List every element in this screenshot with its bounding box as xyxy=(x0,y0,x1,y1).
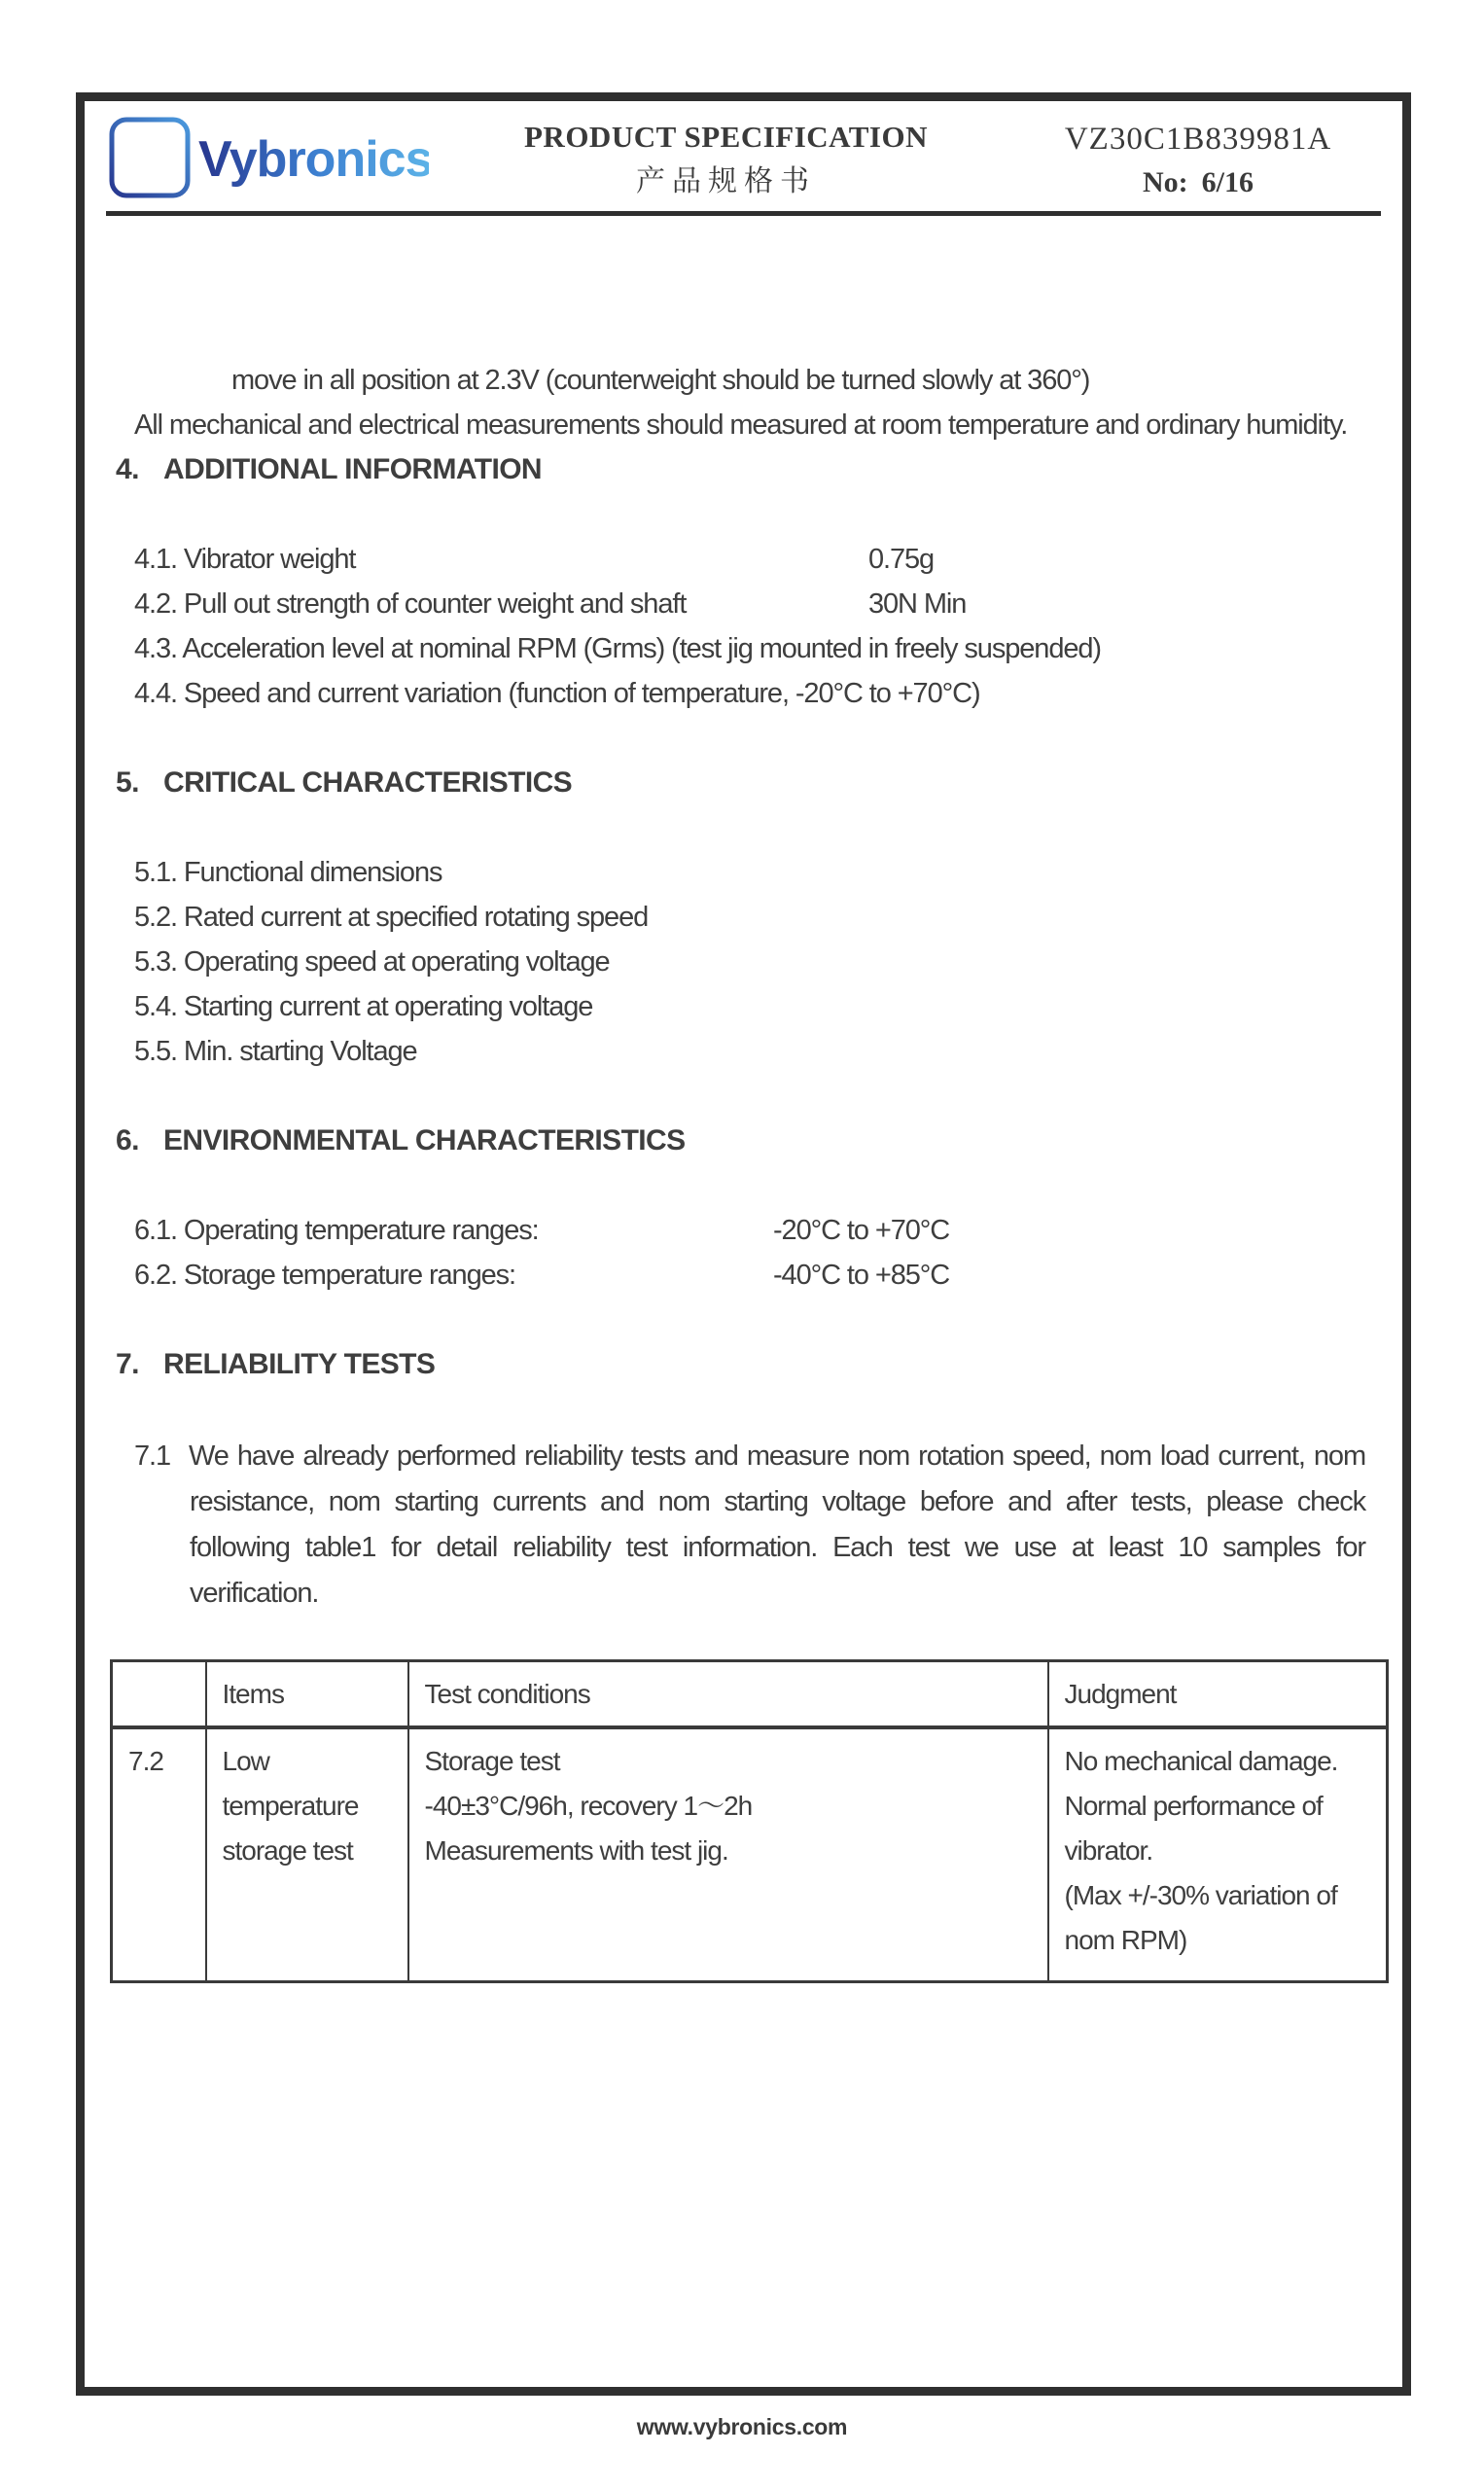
spec-item-label: 6.2. Storage temperature ranges: xyxy=(134,1260,515,1291)
document-title-block xyxy=(448,114,1004,205)
document-page xyxy=(76,92,1411,2396)
spec-item xyxy=(134,940,1365,984)
judgment-line: (Max +/-30% variation of nom RPM) xyxy=(1064,1879,1337,1955)
header-cell-judgment: Judgment xyxy=(1048,1661,1388,1727)
spec-item xyxy=(134,895,1365,940)
vybronics-logo-graphic xyxy=(108,116,429,199)
header-cell-items: Items xyxy=(206,1661,408,1727)
judgment-line: No mechanical damage. xyxy=(1064,1745,1338,1776)
row-judgment-cell xyxy=(1048,1727,1388,1982)
spec-item xyxy=(134,1208,1365,1253)
judgment-line: Normal performance of vibrator. xyxy=(1064,1790,1323,1866)
spec-item-label: 4.3. Acceleration level at nominal RPM (Grms) (test jig mounted in freely suspended) xyxy=(134,633,1101,664)
header-cell-blank xyxy=(112,1661,206,1727)
spec-item-label: 5.5. Min. starting Voltage xyxy=(134,1036,417,1067)
section-4-heading xyxy=(116,447,1365,492)
section-7-heading xyxy=(116,1342,1365,1387)
spec-item xyxy=(134,671,1365,716)
spec-item xyxy=(134,626,1365,671)
spec-item xyxy=(134,1029,1365,1074)
section-4-number: 4. xyxy=(116,453,139,485)
intro-line-2: All mechanical and electrical measurements should measured at room temperature and ordinary humidity. xyxy=(134,409,1348,441)
condition-line: Measurements with test jig. xyxy=(424,1834,728,1866)
document-code: VZ30C1B839981A xyxy=(1064,122,1332,157)
reliability-test-table xyxy=(110,1659,1389,1983)
section-4-title: ADDITIONAL INFORMATION xyxy=(163,453,542,485)
spec-item xyxy=(134,582,1365,626)
page-header xyxy=(85,101,1402,211)
section-5-items xyxy=(134,850,1365,1074)
header-cell-test-conditions: Test conditions xyxy=(408,1661,1048,1727)
spec-item-label: 5.2. Rated current at specified rotating speed xyxy=(134,902,649,933)
title-chinese: 产品规格书 xyxy=(636,165,816,197)
spec-item-label: 4.1. Vibrator weight xyxy=(134,544,356,575)
section-6-heading xyxy=(116,1119,1365,1163)
vybronics-logo xyxy=(108,114,448,204)
spec-item-label: 4.4. Speed and current variation (function of temperature, -20°C to +70°C) xyxy=(134,678,980,709)
page-content xyxy=(85,358,1402,1983)
page-number-value: 6/16 xyxy=(1201,166,1254,198)
clause-text: We have already performed reliability tests and measure nom rotation speed, nom load current, nom resistance, nom starting currents and nom starting voltage before and after tests, please check following table1 for detail reliability test information. Each test we use at least 10 samples for verification. xyxy=(189,1441,1365,1609)
section-5-number: 5. xyxy=(116,766,139,799)
page-footer xyxy=(0,2414,1484,2440)
website-url: www.vybronics.com xyxy=(636,2414,848,2439)
page-number xyxy=(1004,160,1393,205)
page-number-label: No: xyxy=(1143,166,1188,198)
intro-line-1: move in all position at 2.3V (counterweight should be turned slowly at 360°) xyxy=(231,365,1090,396)
logo-wordmark: Vybronics xyxy=(198,131,429,188)
table-row xyxy=(112,1727,1388,1982)
spec-item-label: 6.1. Operating temperature ranges: xyxy=(134,1215,539,1246)
section-5-heading xyxy=(116,761,1365,805)
title-english: PRODUCT SPECIFICATION xyxy=(524,120,928,154)
section-7-number: 7. xyxy=(116,1348,139,1380)
spec-item-value: -20°C to +70°C xyxy=(773,1215,950,1246)
spec-item-label: 5.4. Starting current at operating voltage xyxy=(134,991,593,1022)
condition-line: Storage test xyxy=(424,1745,560,1776)
section-6-items xyxy=(134,1208,1365,1298)
section-4-items xyxy=(134,537,1365,716)
clause-7-1 xyxy=(134,1434,1365,1617)
row-number-cell: 7.2 xyxy=(112,1727,206,1982)
header-divider xyxy=(106,211,1381,216)
section-5-title: CRITICAL CHARACTERISTICS xyxy=(163,766,573,799)
spec-item xyxy=(134,984,1365,1029)
section-6-title: ENVIRONMENTAL CHARACTERISTICS xyxy=(163,1124,686,1156)
spec-item xyxy=(134,850,1365,895)
row-items-cell: Low temperature storage test xyxy=(206,1727,408,1982)
section-6-number: 6. xyxy=(116,1124,139,1156)
spec-item-label: 5.3. Operating speed at operating voltage xyxy=(134,946,610,978)
spec-item-value: -40°C to +85°C xyxy=(773,1260,950,1291)
row-conditions-cell xyxy=(408,1727,1048,1982)
clause-number: 7.1 xyxy=(134,1441,171,1472)
vibration-waveform-icon xyxy=(112,120,188,196)
document-number-block xyxy=(1004,114,1393,205)
table-header-row xyxy=(112,1661,1388,1727)
spec-item-value: 0.75g xyxy=(868,544,935,575)
section-7-title: RELIABILITY TESTS xyxy=(163,1348,436,1380)
spec-item-label: 4.2. Pull out strength of counter weight and shaft xyxy=(134,588,687,620)
spec-item-label: 5.1. Functional dimensions xyxy=(134,857,442,888)
spec-item xyxy=(134,1253,1365,1298)
spec-item xyxy=(134,537,1365,582)
intro-paragraph xyxy=(116,358,1365,492)
condition-line: -40±3°C/96h, recovery 1～2h xyxy=(424,1790,753,1821)
spec-item-value: 30N Min xyxy=(868,588,967,620)
